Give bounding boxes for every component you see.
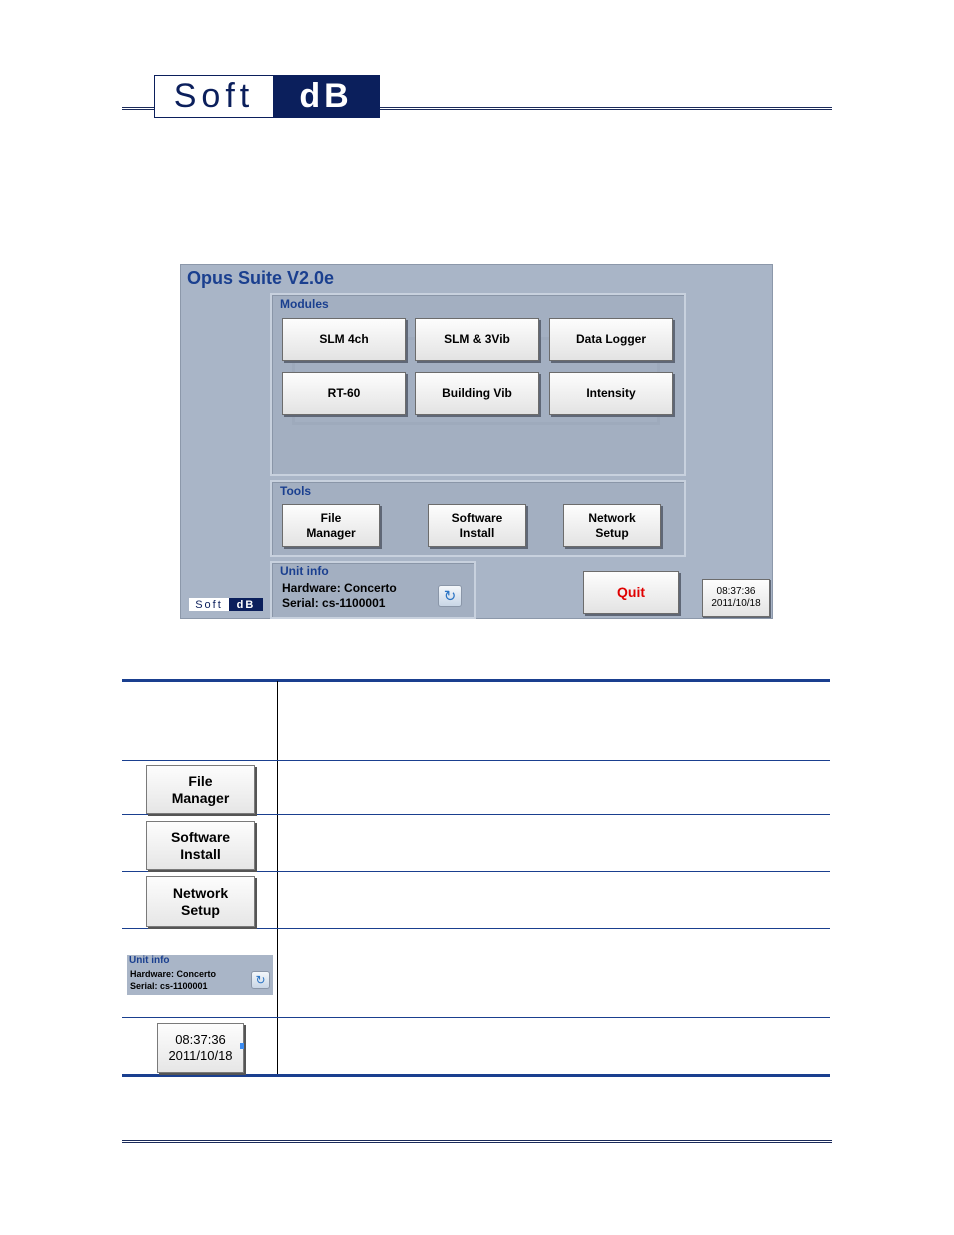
network-setup-button[interactable]: Network Setup (563, 504, 661, 547)
thumb-clock-date: 2011/10/18 (168, 1048, 233, 1063)
header-rule-right (380, 107, 832, 110)
logo-soft: Soft (155, 76, 273, 117)
module-button-building-vib[interactable]: Building Vib (415, 372, 539, 415)
thumb-clock-time: 08:37:36 (175, 1032, 226, 1047)
table-row-divider (122, 814, 830, 815)
thumb-serial-text: Serial: cs-1100001 (130, 981, 208, 991)
table-row-divider (122, 871, 830, 872)
tools-panel (270, 480, 686, 557)
module-button-slm-4ch[interactable]: SLM 4ch (282, 318, 406, 361)
table-row-divider (122, 1017, 830, 1018)
footer-rule (122, 1140, 832, 1143)
header-rule-left (122, 107, 154, 110)
logo-db: dB (273, 76, 379, 117)
serial-text: Serial: cs-1100001 (282, 596, 386, 610)
unit-info-panel (270, 561, 476, 619)
table-column-divider (277, 681, 278, 1075)
table-unit-info-thumbnail (127, 955, 273, 995)
mini-logo-soft: Soft (189, 598, 229, 611)
app-title: Opus Suite V2.0e (187, 268, 335, 288)
opus-suite-screenshot (180, 264, 773, 619)
modules-panel (270, 293, 686, 476)
mini-softdb-logo (189, 598, 263, 611)
table-software-install-button: Software Install (146, 821, 255, 870)
refresh-icon[interactable]: ↻ (438, 585, 462, 607)
software-install-button[interactable]: Software Install (428, 504, 526, 547)
softdb-logo (154, 75, 380, 118)
tools-label: Tools (280, 484, 312, 498)
module-button-slm-3vib[interactable]: SLM & 3Vib (415, 318, 539, 361)
file-manager-button[interactable]: File Manager (282, 504, 380, 547)
table-top-rule (122, 679, 830, 682)
mini-logo-db: dB (229, 598, 263, 611)
clock-date: 2011/10/18 (711, 598, 761, 609)
hardware-text: Hardware: Concerto (282, 581, 397, 595)
table-bottom-rule (122, 1074, 830, 1077)
modules-label: Modules (280, 297, 329, 311)
module-button-data-logger[interactable]: Data Logger (549, 318, 673, 361)
thumb-unit-info-label: Unit info (129, 955, 170, 966)
table-row-divider (122, 760, 830, 761)
table-row-divider (122, 928, 830, 929)
module-button-intensity[interactable]: Intensity (549, 372, 673, 415)
table-network-setup-button: Network Setup (146, 876, 255, 927)
thumb-refresh-icon: ↻ (251, 971, 270, 989)
thumb-hardware-text: Hardware: Concerto (130, 969, 217, 979)
table-clock-thumbnail (157, 1023, 244, 1073)
clock-time: 08:37:36 (716, 586, 756, 597)
module-button-rt-60[interactable]: RT-60 (282, 372, 406, 415)
clock-display[interactable] (702, 579, 770, 617)
quit-button[interactable]: Quit (583, 571, 679, 614)
unit-info-label: Unit info (280, 564, 329, 578)
table-file-manager-button: File Manager (146, 765, 255, 814)
selection-handle-right (240, 1043, 244, 1049)
